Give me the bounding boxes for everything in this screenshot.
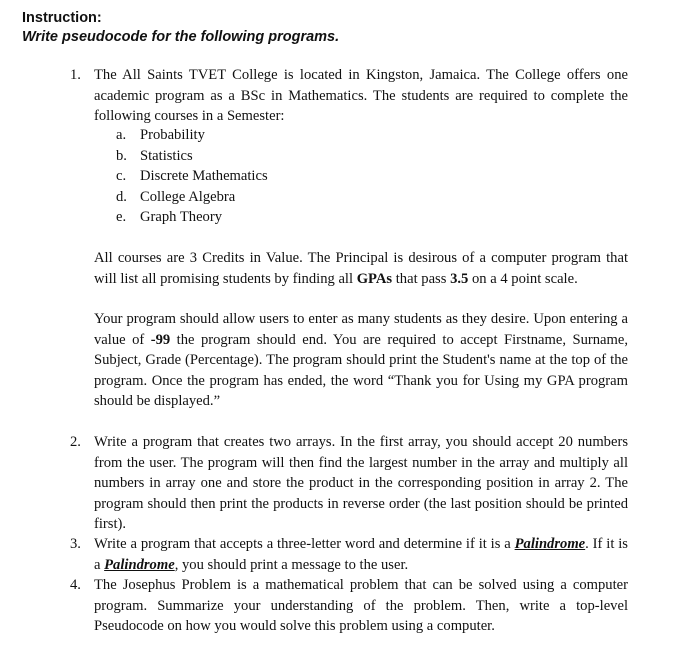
gpa-threshold: 3.5 xyxy=(450,270,469,287)
course-item xyxy=(116,187,235,208)
question-1 xyxy=(70,65,628,127)
question-3 xyxy=(70,534,628,575)
credits-text-3: on a 4 point scale. xyxy=(468,270,578,287)
course-letter: a. xyxy=(116,127,127,143)
credits-text-2: that pass xyxy=(392,270,451,287)
sentinel-value: -99 xyxy=(150,331,171,348)
question-1-paragraph-program xyxy=(94,309,628,412)
course-letter: c. xyxy=(116,168,127,184)
course-item xyxy=(116,207,222,228)
question-4-number: 4. xyxy=(70,577,81,593)
course-name: Probability xyxy=(140,127,205,143)
question-3-number: 3. xyxy=(70,536,81,552)
instruction-heading: Instruction: xyxy=(22,10,102,26)
course-name: Graph Theory xyxy=(140,209,222,225)
course-name: Statistics xyxy=(140,148,193,164)
question-3-text-a: Write a program that accepts a three-letter word and determine if it is a xyxy=(94,536,515,552)
palindrome-term: Palindrome xyxy=(514,536,586,552)
question-3-text-b: . If it is a xyxy=(94,536,628,573)
question-2-text: Write a program that creates two arrays. In the first array, you should accept 20 numbers from the user. The program will then find the largest number in the array and multiply all numbers in array one and store the product in the corresponding position in array 2. The program should then print the products in reverse order (the last position should be printed first). xyxy=(94,434,628,532)
question-1-text: The All Saints TVET College is located in Kingston, Jamaica. The College offers one academic program as a BSc in Mathematics. The students are required to complete the following courses in a Semester: xyxy=(94,67,628,124)
palindrome-term-2: Palindrome xyxy=(104,556,175,573)
course-item xyxy=(116,146,193,167)
course-item xyxy=(116,166,268,187)
question-3-text-c: , you should print a message to the user. xyxy=(174,556,409,573)
course-name: College Algebra xyxy=(140,189,236,205)
question-2 xyxy=(70,432,628,535)
gpas-term: GPAs xyxy=(356,270,393,287)
program-text: Your program should allow users to enter as many students as they desire. Upon entering a value of xyxy=(94,311,628,348)
question-3-text xyxy=(94,534,628,575)
course-item xyxy=(116,125,205,146)
course-letter: b. xyxy=(116,148,127,164)
course-letter: d. xyxy=(116,189,127,205)
instruction-task: Write pseudocode for the following programs. xyxy=(22,29,340,45)
question-4 xyxy=(70,575,628,637)
question-1-paragraph-credits xyxy=(94,248,628,289)
course-letter: e. xyxy=(116,209,127,225)
course-name: Discrete Mathematics xyxy=(140,168,268,184)
question-4-text: The Josephus Problem is a mathematical problem that can be solved using a computer program. Summarize your understanding of the problem. Then, write a top-level Pseudocode on how you would solve this problem using a computer. xyxy=(94,577,628,634)
program-text-2: the program should end. You are required to accept Firstname, Surname, Subject, Grade (Percentage). The program should print the Student's name at the top of the program. Once the program has ended, the word “Thank you for Using my GPA program should be displayed.” xyxy=(94,331,629,409)
question-2-number: 2. xyxy=(70,434,81,450)
credits-text: All courses are 3 Credits in Value. The Principal is desirous of a computer program that will list all promising students by finding all xyxy=(94,250,628,287)
question-1-number: 1. xyxy=(70,67,81,83)
